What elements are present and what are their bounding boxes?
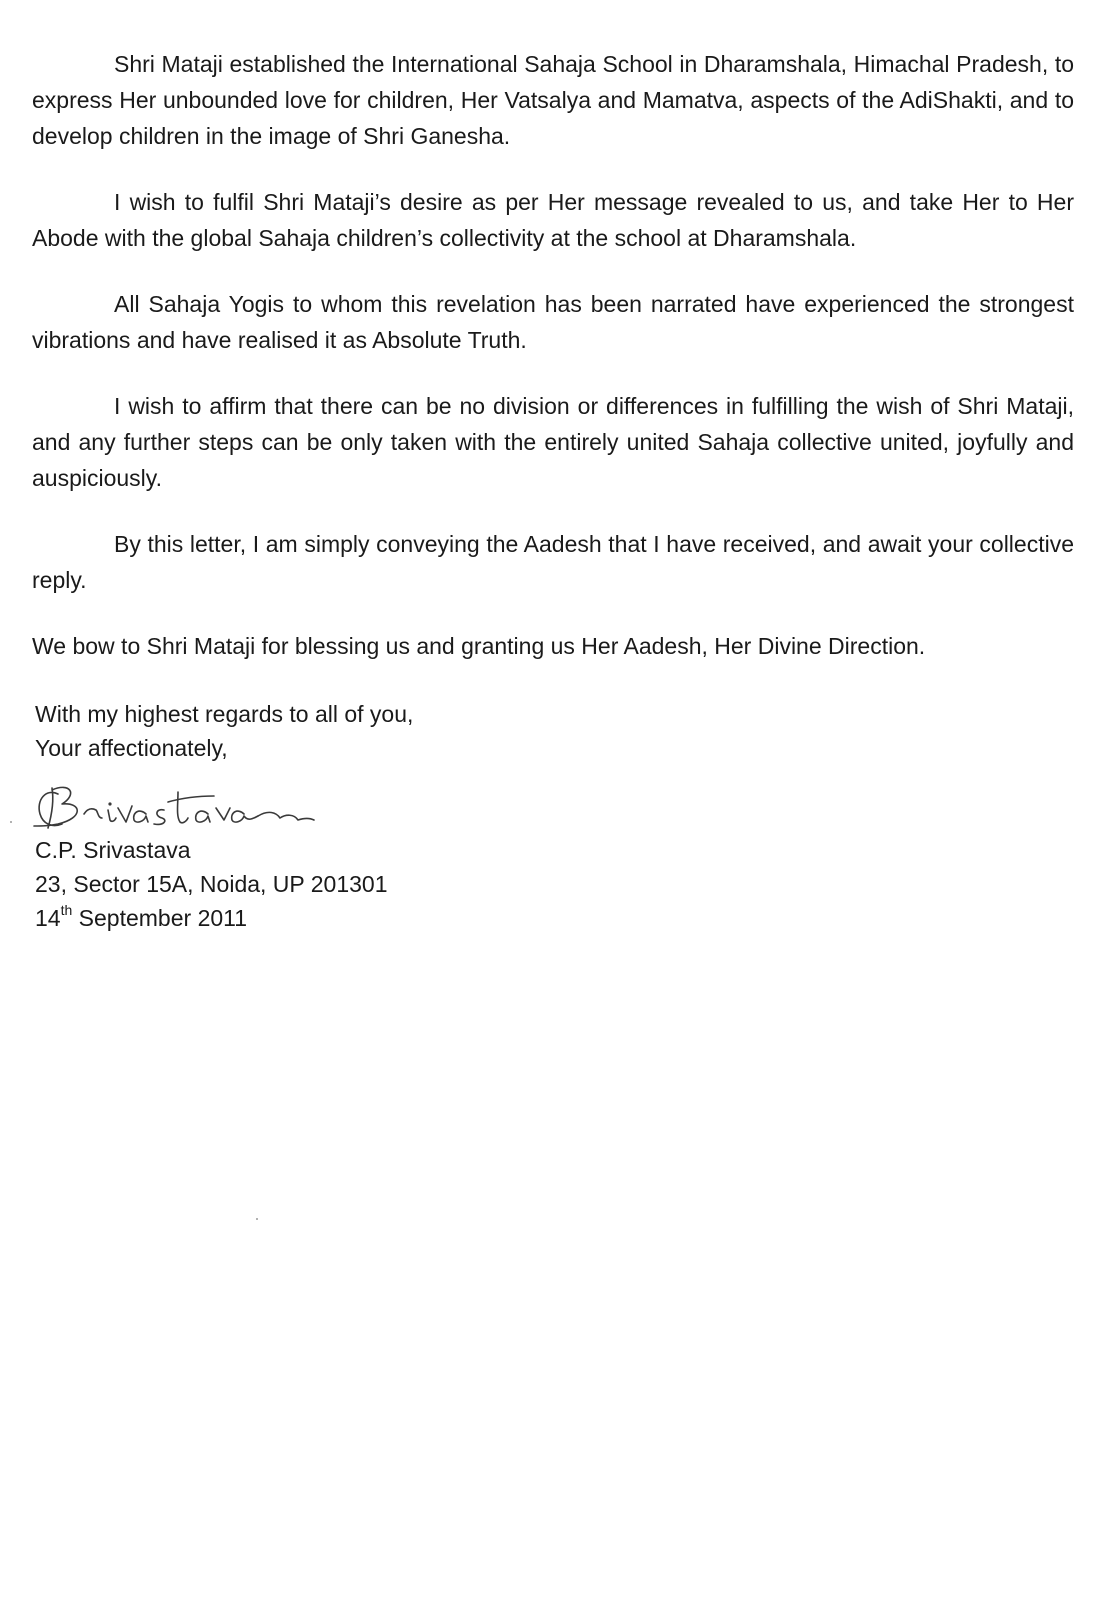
paragraph-school: Shri Mataji established the International Sahaja School in Dharamshala, Himachal Pradesh, to express Her unbounded love for children, Her Vatsalya and Mamatva, aspects of the AdiShakti, and to develop children in the image of Shri Ganesha. bbox=[32, 51, 1074, 149]
paragraph-revelation: All Sahaja Yogis to whom this revelation has been narrated have experienced the strongest vibrations and have realised it as Absolute Truth. bbox=[32, 291, 1074, 353]
paragraph-affirm: I wish to affirm that there can be no division or differences in fulfilling the wish of Shri Mataji, and any further steps can be only taken with the entirely united Sahaja collective united, joyfully and auspiciously. bbox=[32, 393, 1074, 491]
closing-block bbox=[35, 697, 413, 765]
letter-body bbox=[32, 46, 1074, 694]
paragraph-aadesh: By this letter, I am simply conveying the Aadesh that I have received, and await your collective reply. bbox=[32, 531, 1074, 593]
signer-block bbox=[35, 833, 387, 935]
scan-speck bbox=[10, 821, 12, 823]
signer-name: C.P. Srivastava bbox=[35, 837, 191, 863]
date-day: 14 bbox=[35, 905, 61, 931]
signer-address: 23, Sector 15A, Noida, UP 201301 bbox=[35, 871, 388, 897]
scan-speck bbox=[256, 1218, 258, 1220]
paragraph-bow: We bow to Shri Mataji for blessing us and granting us Her Aadesh, Her Divine Direction. bbox=[32, 633, 926, 659]
letter-date bbox=[35, 901, 387, 935]
closing-regards: With my highest regards to all of you, bbox=[35, 701, 414, 727]
date-month-year: September 2011 bbox=[72, 905, 248, 931]
paragraph-desire: I wish to fulfil Shri Mataji’s desire as per Her message revealed to us, and take Her to Her Abode with the global Sahaja children’s collectivity at the school at Dharamshala. bbox=[32, 189, 1074, 251]
closing-sign-off: Your affectionately, bbox=[35, 735, 228, 761]
date-suffix: th bbox=[60, 902, 73, 919]
